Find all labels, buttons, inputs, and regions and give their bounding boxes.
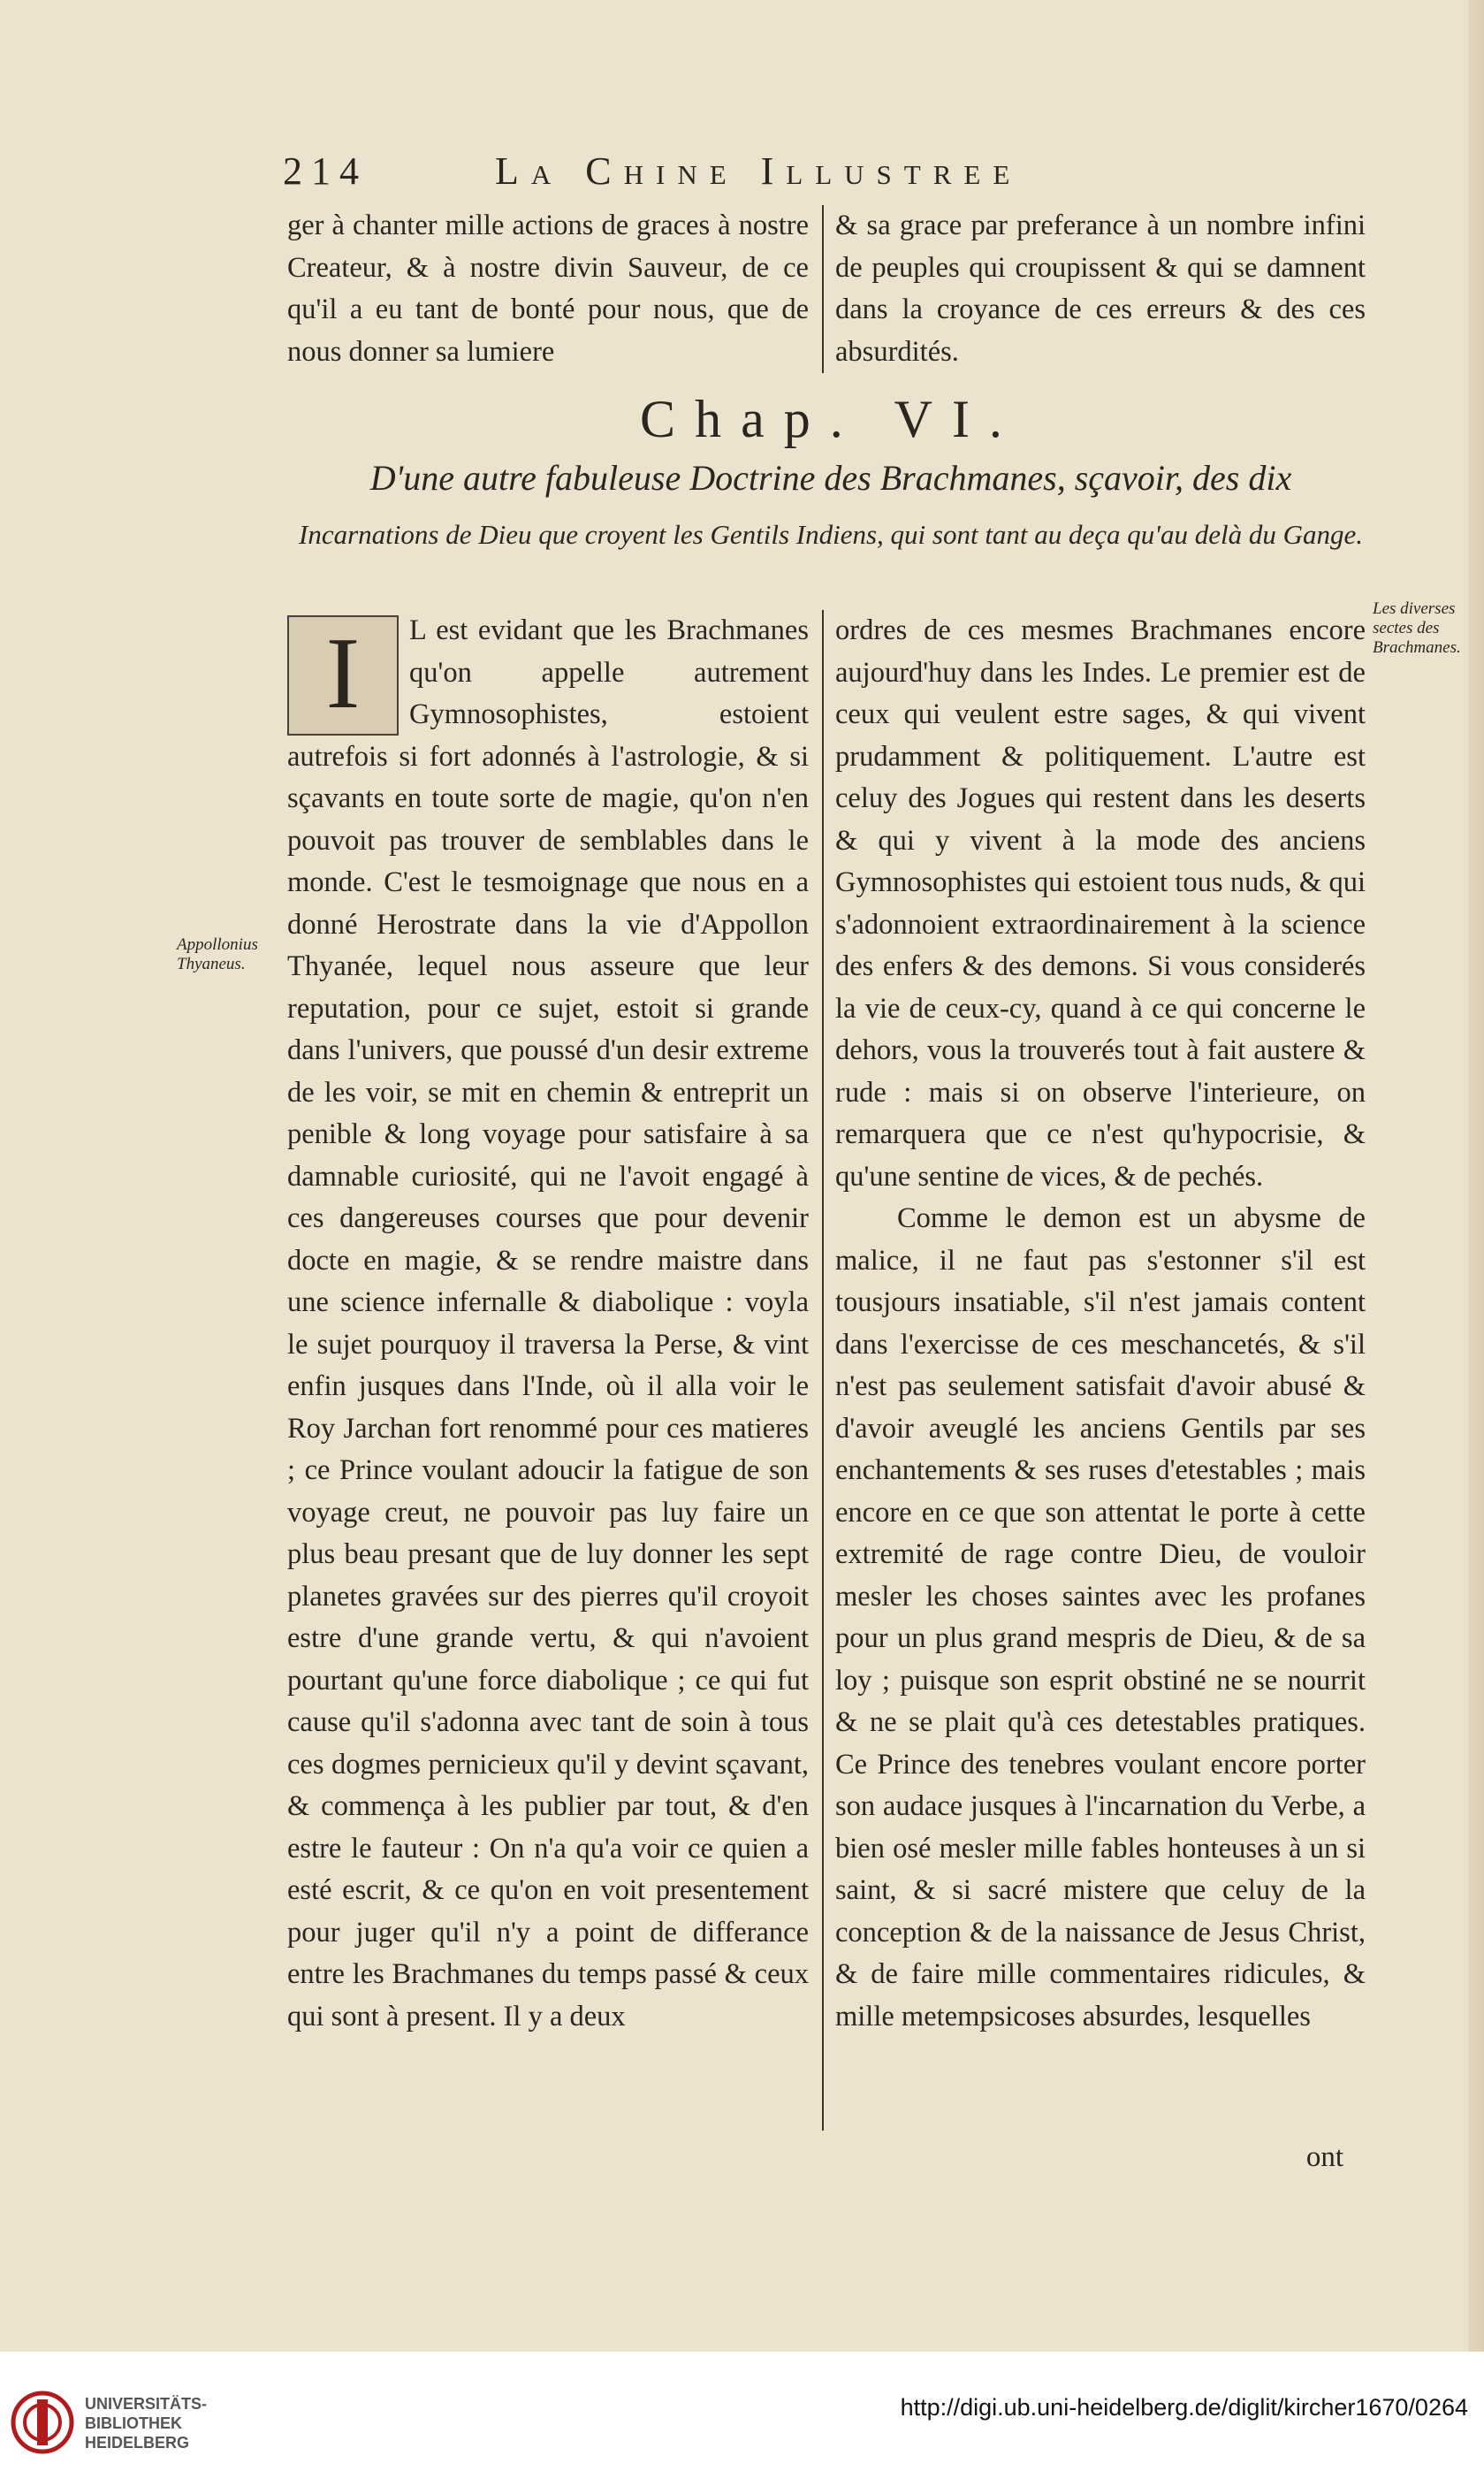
page-edge [1468, 0, 1484, 2352]
intro-right-column [835, 205, 1366, 373]
source-url-link[interactable]: http://digi.ub.uni-heidelberg.de/diglit/kircher1670/0264 [900, 2394, 1468, 2421]
running-head [283, 149, 1370, 202]
chapter-subtitle: Incarnations de Dieu que croyent les Gentils Indiens, qui sont tant au deça qu'au delà du Gange. [299, 519, 1363, 550]
drop-cap-ornament [287, 615, 399, 736]
intro-left-column [287, 205, 809, 373]
university-logo-icon [11, 2391, 74, 2454]
drop-cap-letter: I [325, 617, 361, 730]
running-title: La Chine Illustree [495, 149, 1023, 193]
column-divider-top [822, 205, 824, 373]
body-right-column [835, 610, 1366, 2038]
body-left-text: L est evidant que les Brachmanes qu'on appelle autrement Gymnosophistes, estoient autrefois si fort adonnés à l'astrologie, & si sçavants en toute sorte de magie, qu'on n'en pouvoit pas trouver de semblables dans le monde. C'est le tesmoignage que nous en a donné Herostrate dans la vie d'Appollon Thyanée, lequel nous asseure que leur reputation, pour ce sujet, estoit si grande dans l'univers, que poussé d'un desir extreme de les voir, se mit en chemin & entreprit un penible & long voyage pour satisfaire à sa damnable curiosité, qui ne l'avoit engagé à ces dangereuses courses que pour devenir docte en magie, & se rendre maistre dans une science infernalle & diabolique : voyla le sujet pourquoy il traversa la Perse, & vint enfin jusques dans l'Inde, où il alla voir le Roy Jarchan fort renommé pour ces matieres ; ce Prince voulant adoucir la fatigue de son voyage creut, ne pouvoir pas luy faire un plus beau presant que de luy donner les sept planetes gravées sur des pierres qu'il croyoit estre d'une grande vertu, & qui n'avoient pourtant qu'une force diabolique ; ce qui fut cause qu'il s'adonna avec tant de soin à tous ces dogmes pernicieux qu'il y devint sçavant, & commença à les publier par tout, & d'en estre le fauteur : On n'a qu'a voir ce quien a esté escrit, & ce qu'on en voit presentement pour juger qu'il n'y a point de differance entre les Brachmanes du temps passé & ceux qui sont à present. Il y a deux [287, 614, 809, 2032]
column-divider-body [822, 610, 824, 2131]
footer-bar [0, 2352, 1484, 2471]
body-right-paragraph-2: Comme le demon est un abysme de malice, il ne faut pas s'estonner s'il est tousjours insatiable, s'il n'est jamais content dans l'exercisse de ces meschancetés, & s'il n'est pas seulement satisfait d'avoir abusé & d'avoir aveuglé les anciens Gentils par ses enchantements & ses ruses d'etestables ; mais encore en ce que son attentat le porte à cette extremité de rage contre Dieu, de vouloir mesler les choses saintes avec les profanes pour un plus grand mespris de Dieu, & de sa loy ; puisque son esprit obstiné ne se nourrit & ne se plait qu'à ces detestables pratiques. Ce Prince des tenebres voulant encore porter son audace jusques à l'incarnation du Verbe, a bien osé mesler mille fables honteuses à un si saint, & si sacré mistere que celuy de la conception & de la naissance de Jesus Christ, & de faire mille commentaires ridicules, & mille metempsicoses absurdes, lesquelles [835, 1202, 1366, 2032]
body-left-column [287, 610, 809, 2038]
chapter-title: D'une autre fabuleuse Doctrine des Brachmanes, sçavoir, des dix [369, 458, 1292, 498]
intro-left-text: ger à chanter mille actions de graces à nostre Createur, & à nostre divin Sauveur, de ce qu'il a eu tant de bonté pour nous, que de nous donner sa lumiere [287, 210, 809, 368]
page-number: 214 [283, 149, 368, 193]
chapter-heading: Chap. VI. [640, 390, 1022, 448]
margin-note-right: Les diverses sectes des Brachmanes. [1373, 599, 1461, 657]
intro-right-text: & sa grace par preferance à un nombre infini de peuples qui croupissent & qui se damnent dans la croyance de ces erreurs & des ces absurdités. [835, 210, 1366, 368]
library-name: UNIVERSITÄTS- BIBLIOTHEK HEIDELBERG [85, 2395, 208, 2452]
catchword: ont [1305, 2141, 1343, 2173]
body-right-paragraph-1: ordres de ces mesmes Brachmanes encore aujourd'huy dans les Indes. Le premier est de ceux qui veulent estre sages, & qui vivent prudamment & politiquement. L'autre est celuy des Jogues qui restent dans les deserts & qui y vivent à la mode des anciens Gymnosophistes qui estoient tous nuds, & qui s'adonnoient extraordinairement à la science des enfers & des demons. Si vous considerés la vie de ceux-cy, quand à ce qui concerne le dehors, vous la trouverés tout à fait austere & rude : mais si on observe l'interieure, on remarquera que ce n'est qu'hypocrisie, & qu'une sentine de vices, & de pechés. [835, 614, 1366, 1193]
margin-note-left: Appollonius Thyaneus. [177, 935, 258, 973]
